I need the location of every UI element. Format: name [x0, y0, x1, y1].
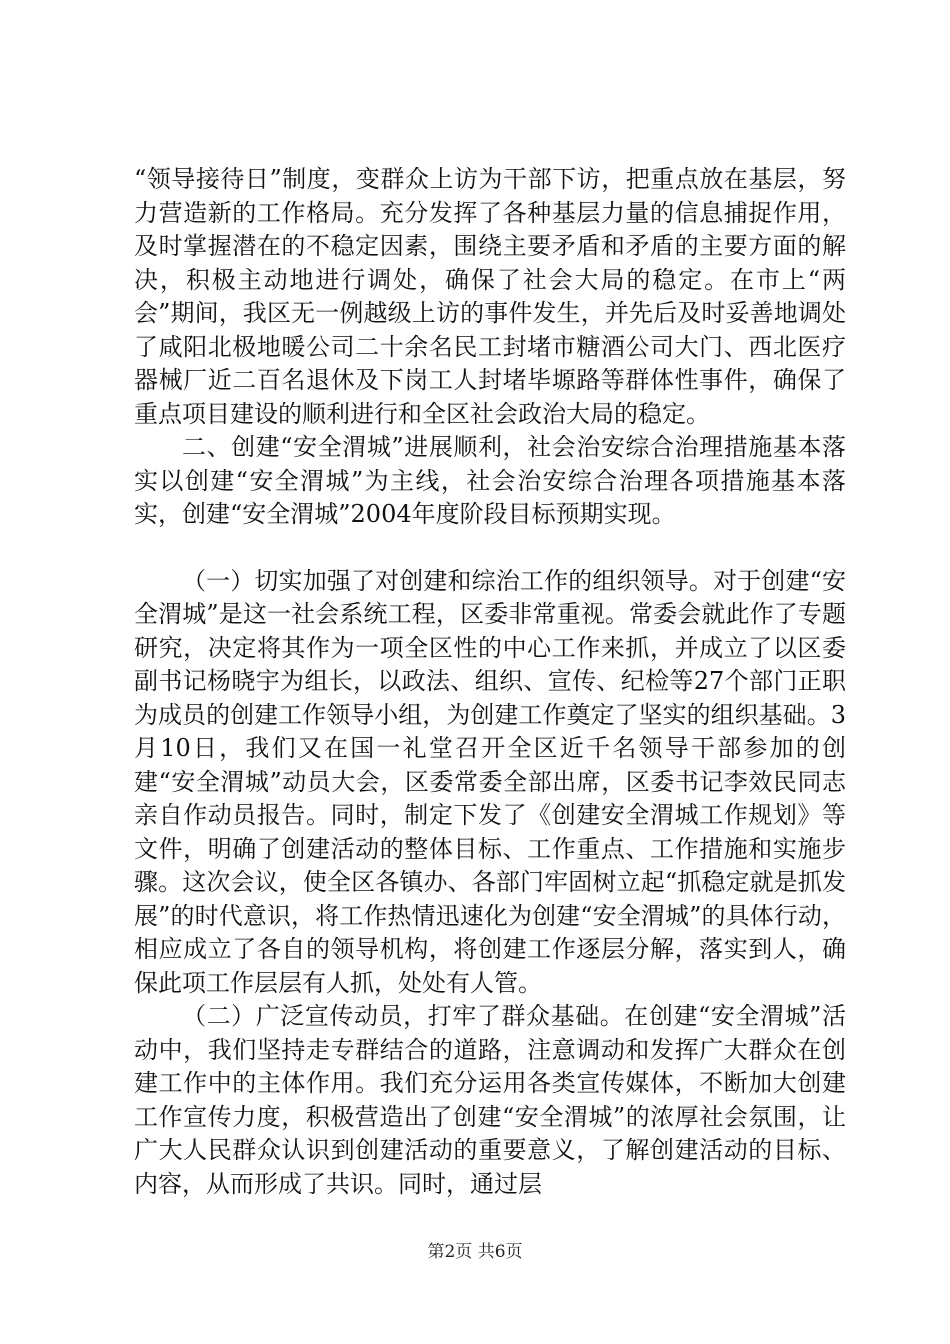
paragraph-continuation: “领导接待日”制度，变群众上访为干部下访，把重点放在基层，努力营造新的工作格局。充分发挥了各种基层力量的信息捕捉作用，及时掌握潜在的不稳定因素，围绕主要矛盾和矛盾的主要方面的解决，积极主动地进行调处，确保了社会大局的稳定。在市上“两会”期间，我区无一例越级上访的事件发生，并先后及时妥善地调处了咸阳北极地暖公司二十余名民工封堵市糖酒公司大门、西北医疗器械厂近二百名退休及下岗工人封堵毕塬路等群体性事件，确保了重点项目建设的顺利进行和全区社会政治大局的稳定。	[134, 165, 846, 428]
paragraph-item-two: （二）广泛宣传动员，打牢了群众基础。在创建“安全渭城”活动中，我们坚持走专群结合的道路，注意调动和发挥广大群众在创建工作中的主体作用。我们充分运用各类宣传媒体，不断加大创建工作宣传力度，积极营造出了创建“安全渭城”的浓厚社会氛围，让广大人民群众认识到创建活动的重要意义，了解创建活动的目标、内容，从而形成了共识。同时，通过层	[134, 1002, 846, 1198]
document-body	[134, 163, 846, 1201]
page-footer: 第2页 共6页	[427, 1242, 523, 1262]
paragraph-item-one: （一）切实加强了对创建和综治工作的组织领导。对于创建“安全渭城”是这一社会系统工程，区委非常重视。常委会就此作了专题研究，决定将其作为一项全区性的中心工作来抓，并成立了以区委副书记杨晓宇为组长，以政法、组织、宣传、纪检等27个部门正职为成员的创建工作领导小组，为创建工作奠定了坚实的组织基础。3月10日，我们又在国一礼堂召开全区近千名领导干部参加的创建“安全渭城”动员大会，区委常委全部出席，区委书记李效民同志亲自作动员报告。同时，制定下发了《创建安全渭城工作规划》等文件，明确了创建活动的整体目标、工作重点、工作措施和实施步骤。这次会议，使全区各镇办、各部门牢固树立起“抓稳定就是抓发展”的时代意识，将工作热情迅速化为创建“安全渭城”的具体行动，相应成立了各自的领导机构，将创建工作逐层分解，落实到人，确保此项工作层层有人抓，处处有人管。	[134, 566, 846, 997]
paragraph-spacer	[134, 532, 846, 565]
paragraph-section-two: 二、创建“安全渭城”进展顺利，社会治安综合治理措施基本落实以创建“安全渭城”为主线，社会治安综合治理各项措施基本落实，创建“安全渭城”2004年度阶段目标预期实现。	[134, 433, 846, 528]
